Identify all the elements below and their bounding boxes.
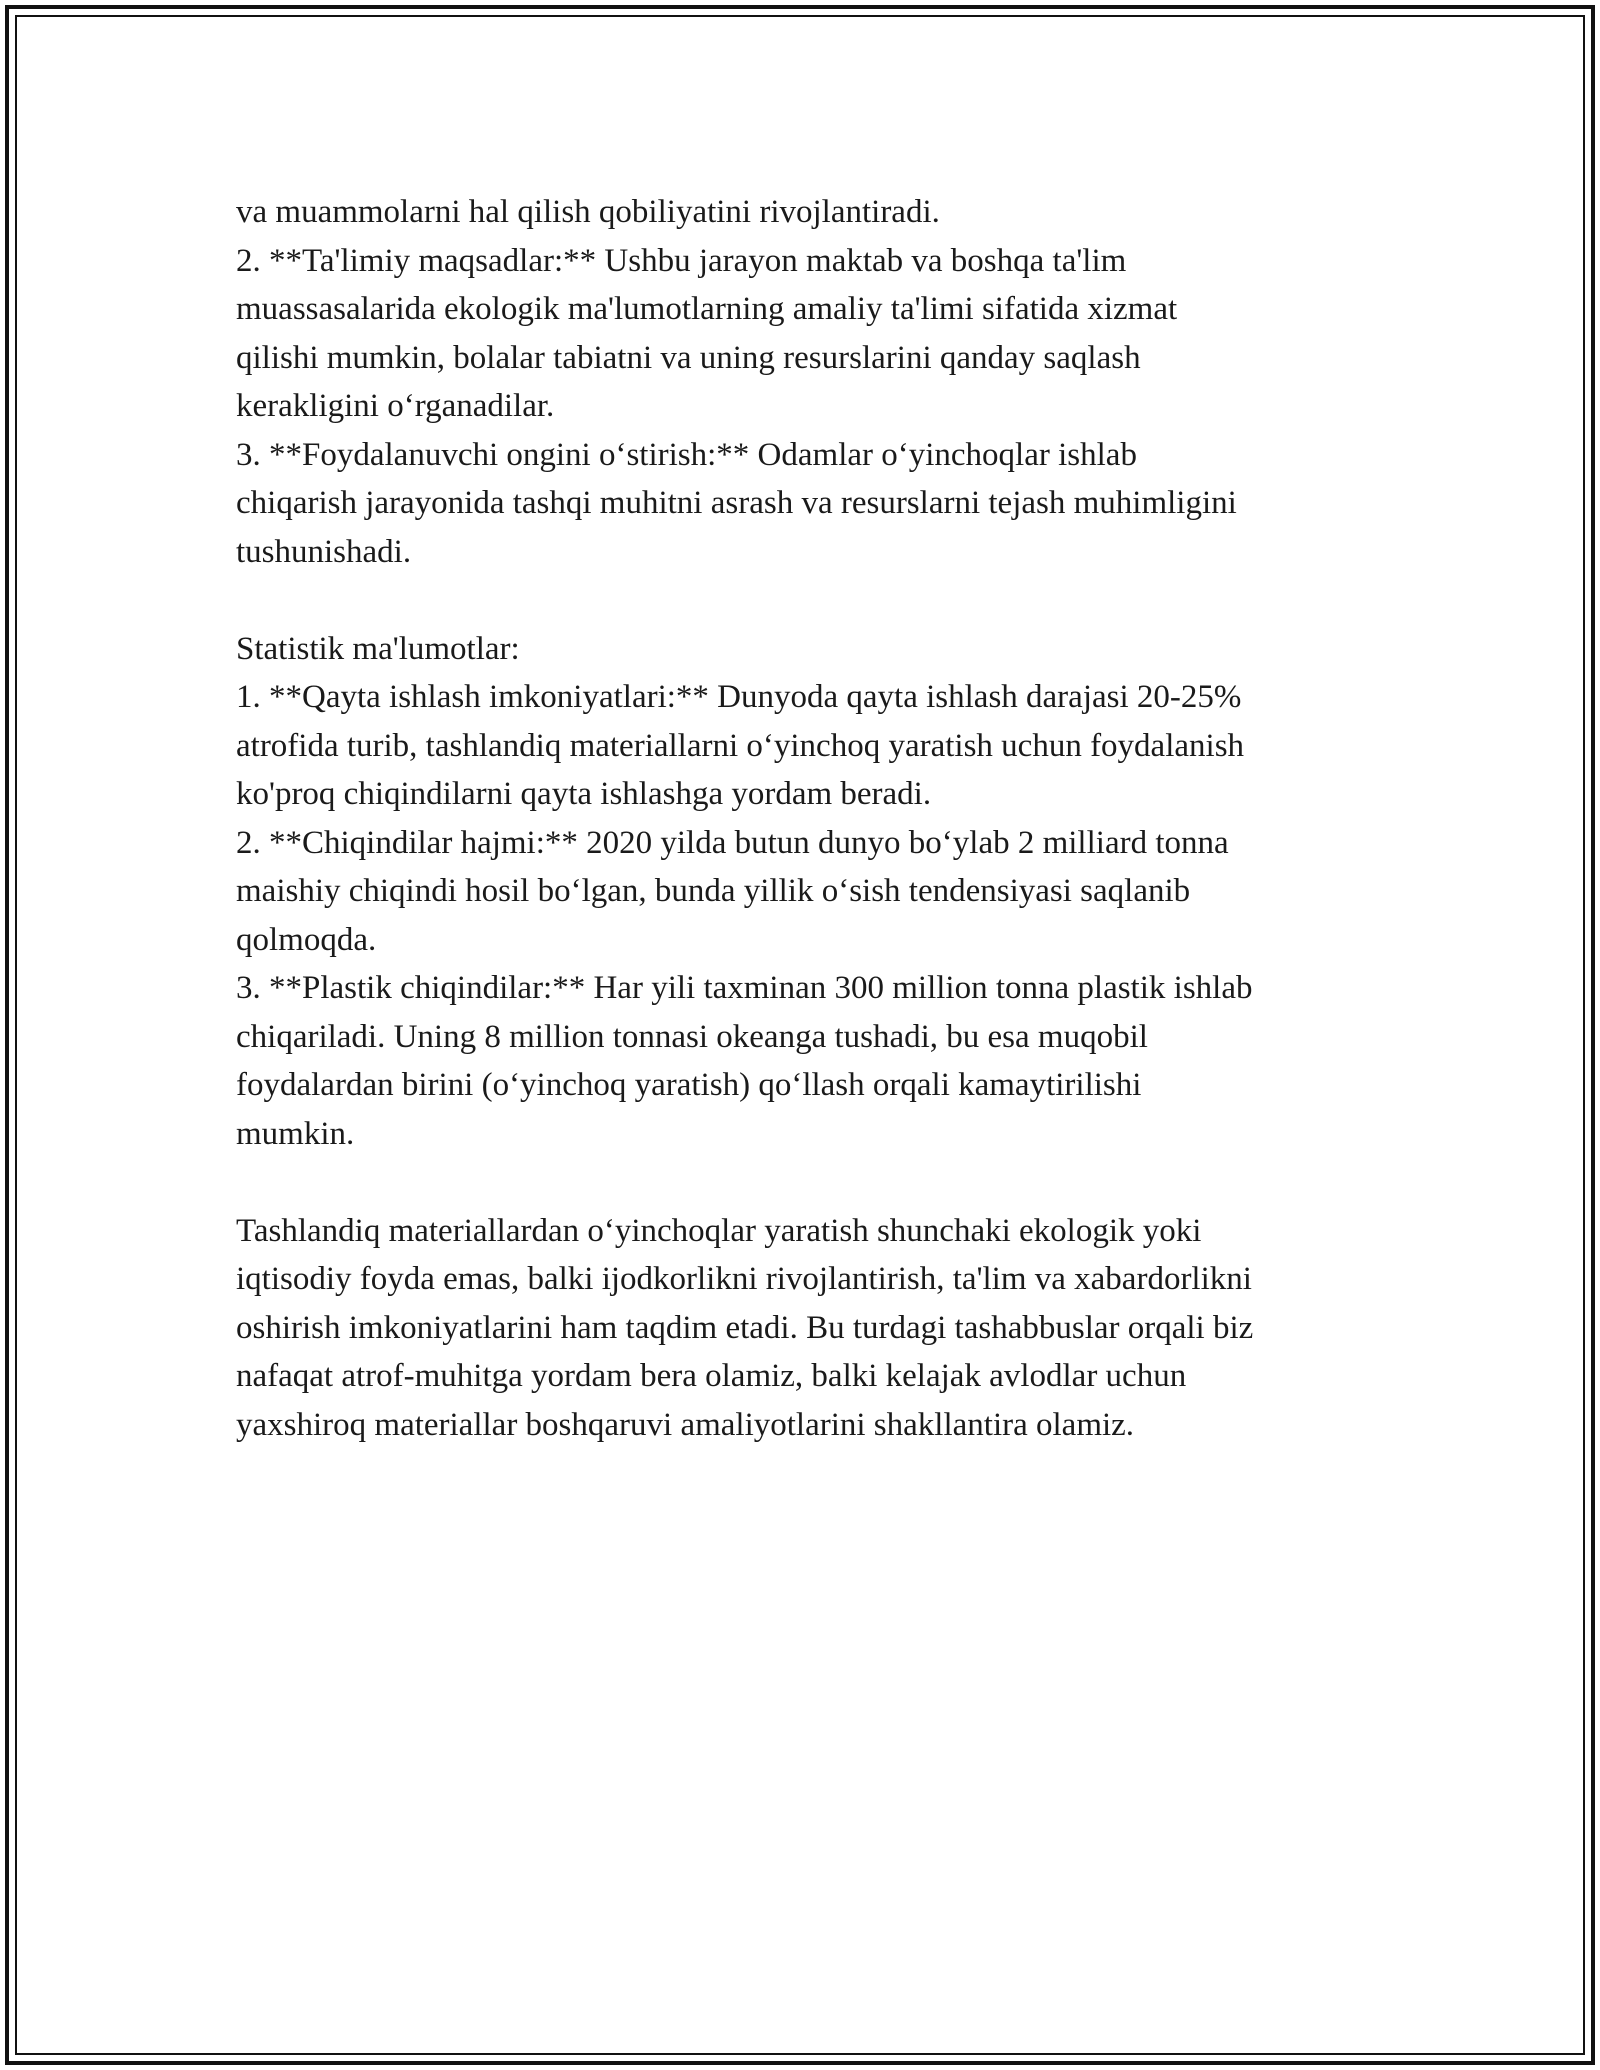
text-line: ko'proq chiqindilarni qayta ishlashga yordam beradi. xyxy=(236,776,932,812)
text-line: iqtisodiy foyda emas, balki ijodkorlikni rivojlantirish, ta'lim va xabardorlikni xyxy=(236,1261,1252,1297)
text-line: maishiy chiqindi hosil bo‘lgan, bunda yillik o‘sish tendensiyasi saqlanib xyxy=(236,873,1191,909)
text-line: 1. **Qayta ishlash imkoniyatlari:** Dunyoda qayta ishlash darajasi 20-25% xyxy=(236,679,1242,715)
text-line: oshirish imkoniyatlarini ham taqdim etadi. Bu turdagi tashabbuslar orqali biz xyxy=(236,1309,1254,1346)
text-line: foydalardan birini (o‘yinchoq yaratish) qo‘llash orqali kamaytirilishi xyxy=(236,1067,1142,1103)
text-line: muassasalarida ekologik ma'lumotlarning amaliy ta'limi sifatida xizmat xyxy=(236,291,1178,327)
text-line: qilishi mumkin, bolalar tabiatni va uning resurslarini qanday saqlash xyxy=(236,339,1141,376)
text-line: chiqariladi. Uning 8 million tonnasi okeanga tushadi, bu esa muqobil xyxy=(236,1018,1148,1055)
text-line: mumkin. xyxy=(236,1115,355,1152)
text-line: 3. **Plastik chiqindilar:** Har yili taxminan 300 million tonna plastik ishlab xyxy=(236,970,1253,1006)
text-line: 2. **Chiqindilar hajmi:** 2020 yilda butun dunyo bo‘ylab 2 milliard tonna xyxy=(236,824,1229,861)
text-line: qolmoqda. xyxy=(236,921,377,958)
text-line: chiqarish jarayonida tashqi muhitni asrash va resurslarni tejash muhimligini xyxy=(236,485,1237,521)
paragraph-gap xyxy=(236,1158,1386,1207)
text-line: atrofida turib, tashlandiq materiallarni o‘yinchoq yaratish uchun foydalanish xyxy=(236,727,1245,764)
section-heading: Statistik ma'lumotlar: xyxy=(236,630,520,667)
text-line: Tashlandiq materiallardan o‘yinchoqlar yaratish shunchaki ekologik yoki xyxy=(236,1212,1202,1249)
text-line: 3. **Foydalanuvchi ongini o‘stirish:** Odamlar o‘yinchoqlar ishlab xyxy=(236,436,1137,473)
document-body xyxy=(236,188,1386,1449)
text-block-statistics xyxy=(236,625,1386,1159)
text-line: yaxshiroq materiallar boshqaruvi amaliyotlarini shakllantira olamiz. xyxy=(236,1406,1135,1443)
text-line: nafaqat atrof-muhitga yordam bera olamiz, balki kelajak avlodlar uchun xyxy=(236,1358,1187,1394)
text-line: va muammolarni hal qilish qobiliyatini rivojlantiradi. xyxy=(236,194,940,230)
text-line: kerakligini o‘rganadilar. xyxy=(236,388,555,424)
text-line: tushunishadi. xyxy=(236,533,412,570)
paragraph-gap xyxy=(236,576,1386,625)
text-line: 2. **Ta'limiy maqsadlar:** Ushbu jarayon maktab va boshqa ta'lim xyxy=(236,242,1127,279)
text-block-benefits xyxy=(236,188,1386,576)
text-block-conclusion xyxy=(236,1207,1386,1450)
